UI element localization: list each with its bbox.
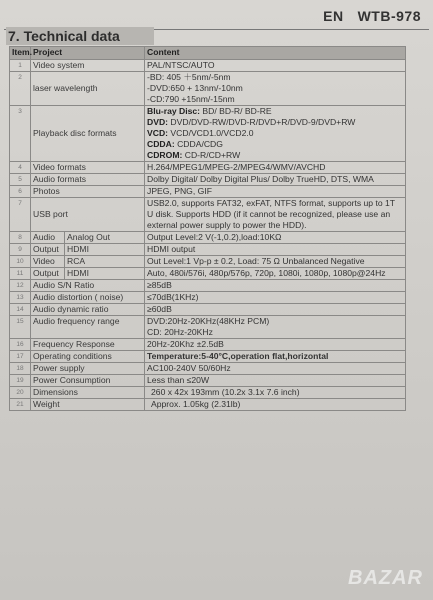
row-project: Audio frequency range [31, 316, 145, 339]
row-project-group: Output [31, 244, 65, 256]
col-header-item: Item. [10, 47, 31, 60]
table-row [10, 351, 406, 363]
table-row [10, 316, 406, 339]
row-project: USB port [31, 198, 145, 232]
row-number: 21 [10, 399, 31, 411]
table-row [10, 256, 406, 268]
row-number: 11 [10, 268, 31, 280]
row-content: Dolby Digital/ Dolby Digital Plus/ Dolby TrueHD, DTS, WMA [145, 174, 406, 186]
row-content: JPEG, PNG, GIF [145, 186, 406, 198]
row-project: Power Consumption [31, 375, 145, 387]
table-row [10, 72, 406, 106]
row-number: 20 [10, 387, 31, 399]
table-row [10, 162, 406, 174]
row-content: H.264/MPEG1/MPEG-2/MPEG4/WMV/AVCHD [145, 162, 406, 174]
table-row [10, 268, 406, 280]
row-project: Audio dynamic ratio [31, 304, 145, 316]
row-content: 260 x 42x 193mm (10.2x 3.1x 7.6 inch) [145, 387, 406, 399]
row-number: 10 [10, 256, 31, 268]
row-project-sub: Analog Out [65, 232, 145, 244]
row-number: 9 [10, 244, 31, 256]
table-row [10, 399, 406, 411]
table-row [10, 387, 406, 399]
row-number: 15 [10, 316, 31, 339]
line-value: VCD/VCD1.0/VCD2.0 [168, 128, 254, 138]
row-project: Operating conditions [31, 351, 145, 363]
line-key: CDROM: [147, 150, 183, 160]
row-content [145, 316, 406, 339]
line-key: DVD: [147, 117, 169, 127]
content-line [147, 139, 403, 150]
table-row [10, 280, 406, 292]
table-row [10, 363, 406, 375]
row-content: AC100-240V 50/60Hz [145, 363, 406, 375]
content-line: -BD: 405 ＋5nm/-5nm [147, 72, 231, 82]
row-number: 12 [10, 280, 31, 292]
table-row [10, 304, 406, 316]
row-project: laser wavelength [31, 72, 145, 106]
row-content: Approx. 1.05kg (2.31lb) [145, 399, 406, 411]
row-project: Audio S/N Ratio [31, 280, 145, 292]
line-value: BD/ BD-R/ BD-RE [200, 106, 272, 116]
row-project-sub: HDMI [65, 268, 145, 280]
row-number: 2 [10, 72, 31, 106]
row-content: Less than ≤20W [145, 375, 406, 387]
row-number: 3 [10, 106, 31, 162]
table-row [10, 186, 406, 198]
table-header-row [10, 47, 406, 60]
section-title: 7. Technical data [6, 27, 154, 45]
header-model: WTB-978 [357, 8, 421, 24]
line-value: CD-R/CD+RW [182, 150, 241, 160]
table-row [10, 198, 406, 232]
row-project: Dimensions [31, 387, 145, 399]
header-lang: EN [323, 8, 344, 24]
row-content: Out Level:1 Vp-p ± 0.2, Load: 75 Ω Unbalanced Negative [145, 256, 406, 268]
row-number: 8 [10, 232, 31, 244]
table-row [10, 174, 406, 186]
row-project: Playback disc formats [31, 106, 145, 162]
row-number: 13 [10, 292, 31, 304]
row-content: USB2.0, supports FAT32, exFAT, NTFS format, supports up to 1T U disk. Supports HDD (if it cannot be recognized, please use an external power supply to power the HDD). [145, 198, 406, 232]
row-project: Video formats [31, 162, 145, 174]
table-row [10, 339, 406, 351]
line-value: DVD/DVD-RW/DVD-R/DVD+R/DVD-9/DVD+RW [168, 117, 356, 127]
technical-data-table [9, 46, 406, 411]
row-content: Temperature:5-40°C,operation flat,horizontal [145, 351, 406, 363]
row-content [145, 72, 406, 106]
page-header [323, 8, 421, 24]
row-project-group: Video [31, 256, 65, 268]
row-number: 14 [10, 304, 31, 316]
watermark-logo: BAZAR [348, 567, 423, 589]
content-line [147, 106, 403, 117]
row-number: 18 [10, 363, 31, 375]
row-content: ≤70dB(1KHz) [145, 292, 406, 304]
table-row [10, 375, 406, 387]
row-project-group: Output [31, 268, 65, 280]
line-key: VCD: [147, 128, 169, 138]
table-row [10, 60, 406, 72]
row-number: 7 [10, 198, 31, 232]
row-project: Power supply [31, 363, 145, 375]
row-number: 19 [10, 375, 31, 387]
line-key: Blu-ray Disc: [147, 106, 201, 116]
line-value: CDDA/CDG [174, 139, 223, 149]
table-row [10, 244, 406, 256]
row-project: Frequency Response [31, 339, 145, 351]
row-content: ≥60dB [145, 304, 406, 316]
col-header-project: Project [31, 47, 145, 60]
content-line [147, 128, 403, 139]
row-number: 1 [10, 60, 31, 72]
col-header-content: Content [145, 47, 406, 60]
row-project: Video system [31, 60, 145, 72]
table-row [10, 232, 406, 244]
content-line: -CD:790 +15nm/-15nm [147, 94, 235, 104]
row-project: Weight [31, 399, 145, 411]
row-content: HDMI output [145, 244, 406, 256]
row-number: 5 [10, 174, 31, 186]
row-project: Photos [31, 186, 145, 198]
row-content: Output Level:2 V(-1,0.2),load:10KΩ [145, 232, 406, 244]
row-number: 17 [10, 351, 31, 363]
row-number: 16 [10, 339, 31, 351]
row-content: ≥85dB [145, 280, 406, 292]
line-key: CDDA: [147, 139, 175, 149]
row-project: Audio distortion ( noise) [31, 292, 145, 304]
content-line [147, 150, 403, 161]
table-row [10, 106, 406, 162]
row-content: 20Hz-20Khz ±2.5dB [145, 339, 406, 351]
row-project-group: Audio [31, 232, 65, 244]
row-content [145, 106, 406, 162]
table-row [10, 292, 406, 304]
content-line: DVD:20Hz-20KHz(48KHz PCM) [147, 316, 270, 326]
row-content: PAL/NTSC/AUTO [145, 60, 406, 72]
content-line [147, 117, 403, 128]
row-project-sub: RCA [65, 256, 145, 268]
row-number: 6 [10, 186, 31, 198]
row-project-sub: HDMI [65, 244, 145, 256]
row-content: Auto, 480i/576i, 480p/576p, 720p, 1080i, 1080p, 1080p@24Hz [145, 268, 406, 280]
content-line: CD: 20Hz-20KHz [147, 327, 213, 337]
row-project: Audio formats [31, 174, 145, 186]
row-number: 4 [10, 162, 31, 174]
content-line: -DVD:650 + 13nm/-10nm [147, 83, 243, 93]
